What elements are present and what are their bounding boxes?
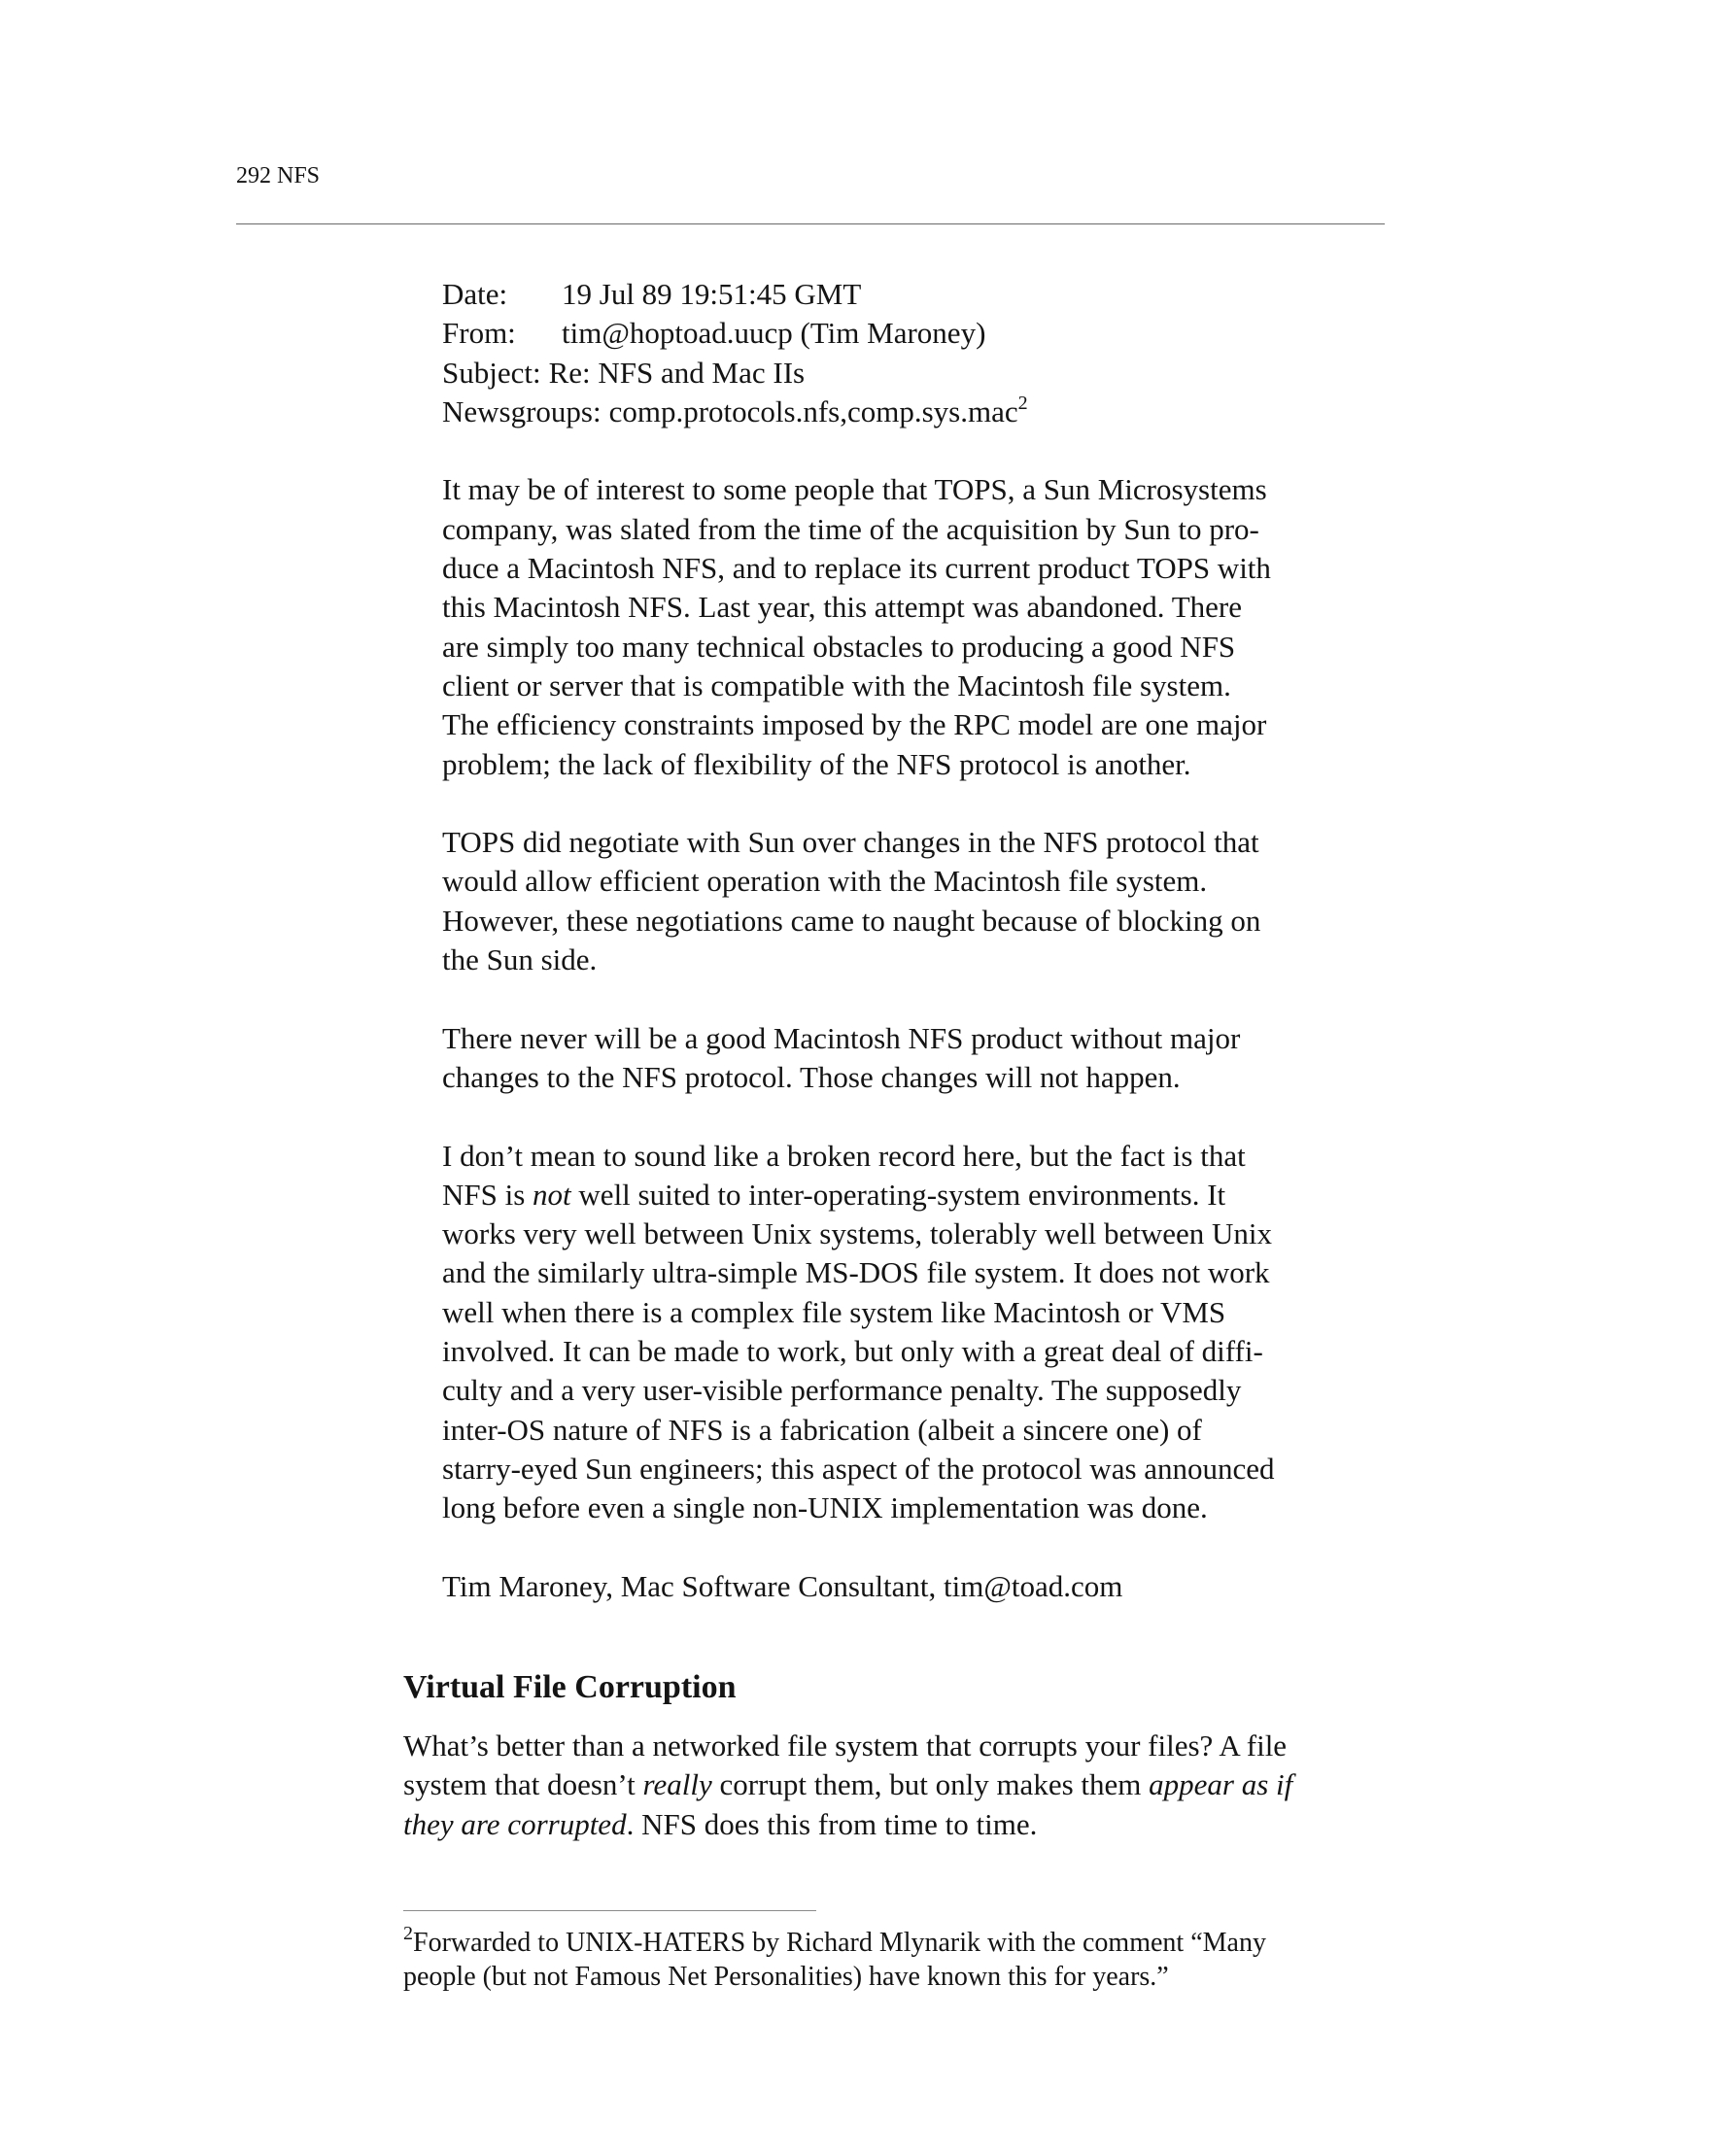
- message-paragraph-1: [442, 470, 1414, 783]
- message-paragraph-2: [442, 823, 1414, 979]
- header-date: [442, 275, 1414, 314]
- text-line: inter-OS nature of NFS is a fabrication (albeit a sincere one) of: [442, 1412, 1202, 1447]
- text-line: client or server that is compatible with the Macintosh file system.: [442, 667, 1231, 702]
- text-line: well when there is a complex file system like Macintosh or VMS: [442, 1294, 1226, 1329]
- footnote-reference: 2: [1017, 392, 1028, 414]
- footnote-marker: 2: [403, 1922, 413, 1944]
- signature-line: Tim Maroney, Mac Software Consultant, tim@toad.com: [442, 1568, 1123, 1603]
- emphasis-appear: appear as if: [1149, 1767, 1293, 1802]
- header-value: 19 Jul 89 19:51:45 GMT: [562, 277, 862, 311]
- text-run: well suited to inter-operating-system environments. It: [570, 1177, 1226, 1212]
- text-line: are simply too many technical obstacles to producing a good NFS: [442, 629, 1236, 664]
- emphasis-not: not: [533, 1177, 571, 1212]
- text-line: duce a Macintosh NFS, and to replace its current product TOPS with: [442, 551, 1271, 586]
- header-label: From:: [442, 316, 516, 351]
- text-line: problem; the lack of flexibility of the NFS protocol is another.: [442, 746, 1191, 781]
- header-label: Newsgroups:: [442, 394, 602, 428]
- header-rule: [236, 223, 1385, 224]
- text-run: Forwarded to UNIX-HATERS by Richard Mlynarik with the comment “Many: [413, 1928, 1266, 1958]
- section-heading: Virtual File Corruption: [403, 1669, 737, 1705]
- text-run: NFS is: [442, 1177, 533, 1212]
- running-head: 292 NFS: [236, 163, 321, 188]
- text-line: people (but not Famous Net Personalities) have known this for years.”: [403, 1962, 1169, 1992]
- text-line: and the similarly ultra-simple MS-DOS file system. It does not work: [442, 1255, 1270, 1290]
- header-newsgroups: [442, 393, 1414, 431]
- text-line: I don’t mean to sound like a broken record here, but the fact is that: [442, 1138, 1246, 1173]
- text-line: the Sun side.: [442, 942, 598, 977]
- text-line: The efficiency constraints imposed by the RPC model are one major: [442, 707, 1267, 742]
- header-value: comp.protocols.nfs,comp.sys.mac: [608, 394, 1018, 428]
- message-paragraph-3: [442, 1019, 1414, 1098]
- text-line: [403, 1922, 1266, 1960]
- text-line: this Macintosh NFS. Last year, this attempt was abandoned. There: [442, 590, 1242, 625]
- header-from: [442, 314, 1414, 353]
- text-line: starry-eyed Sun engineers; this aspect of the protocol was announced: [442, 1451, 1275, 1486]
- emphasis-really: really: [642, 1767, 712, 1802]
- section-body: [403, 1727, 1292, 1844]
- text-line: TOPS did negotiate with Sun over changes in the NFS protocol that: [442, 825, 1259, 860]
- text-line: culty and a very user-visible performance penalty. The supposedly: [442, 1373, 1242, 1408]
- text-line: [403, 1805, 1292, 1844]
- header-label: Date:: [442, 277, 508, 311]
- footnote-rule: [403, 1910, 816, 1911]
- message-signature: [442, 1567, 1414, 1606]
- header-value: Re: NFS and Mac IIs: [548, 355, 806, 390]
- text-line: It may be of interest to some people that TOPS, a Sun Microsystems: [442, 472, 1267, 507]
- header-subject: [442, 354, 1414, 393]
- text-line: However, these negotiations came to naught because of blocking on: [442, 903, 1261, 938]
- text-line: There never will be a good Macintosh NFS product without major: [442, 1020, 1241, 1055]
- text-line: works very well between Unix systems, tolerably well between Unix: [442, 1216, 1273, 1251]
- text-line: involved. It can be made to work, but only with a great deal of diffi-: [442, 1334, 1263, 1369]
- text-run: system that doesn’t: [403, 1767, 643, 1802]
- emphasis-corrupted: they are corrupted: [403, 1806, 627, 1841]
- message-paragraph-4: [442, 1137, 1414, 1528]
- text-line: [403, 1765, 1292, 1804]
- text-run: . NFS does this from time to time.: [626, 1806, 1038, 1841]
- text-line: company, was slated from the time of the acquisition by Sun to pro-: [442, 511, 1259, 546]
- header-label: Subject:: [442, 355, 541, 390]
- text-line: long before even a single non-UNIX implementation was done.: [442, 1490, 1208, 1525]
- text-line: would allow efficient operation with the Macintosh file system.: [442, 864, 1208, 899]
- text-line: What’s better than a networked file system that corrupts your files? A file: [403, 1728, 1288, 1762]
- text-line: changes to the NFS protocol. Those changes will not happen.: [442, 1059, 1181, 1094]
- footnote: [403, 1922, 1266, 1994]
- text-line: [442, 1176, 1414, 1215]
- header-value: tim@hoptoad.uucp (Tim Maroney): [562, 316, 986, 351]
- email-message: [442, 275, 1414, 1606]
- text-run: corrupt them, but only makes them: [711, 1767, 1150, 1802]
